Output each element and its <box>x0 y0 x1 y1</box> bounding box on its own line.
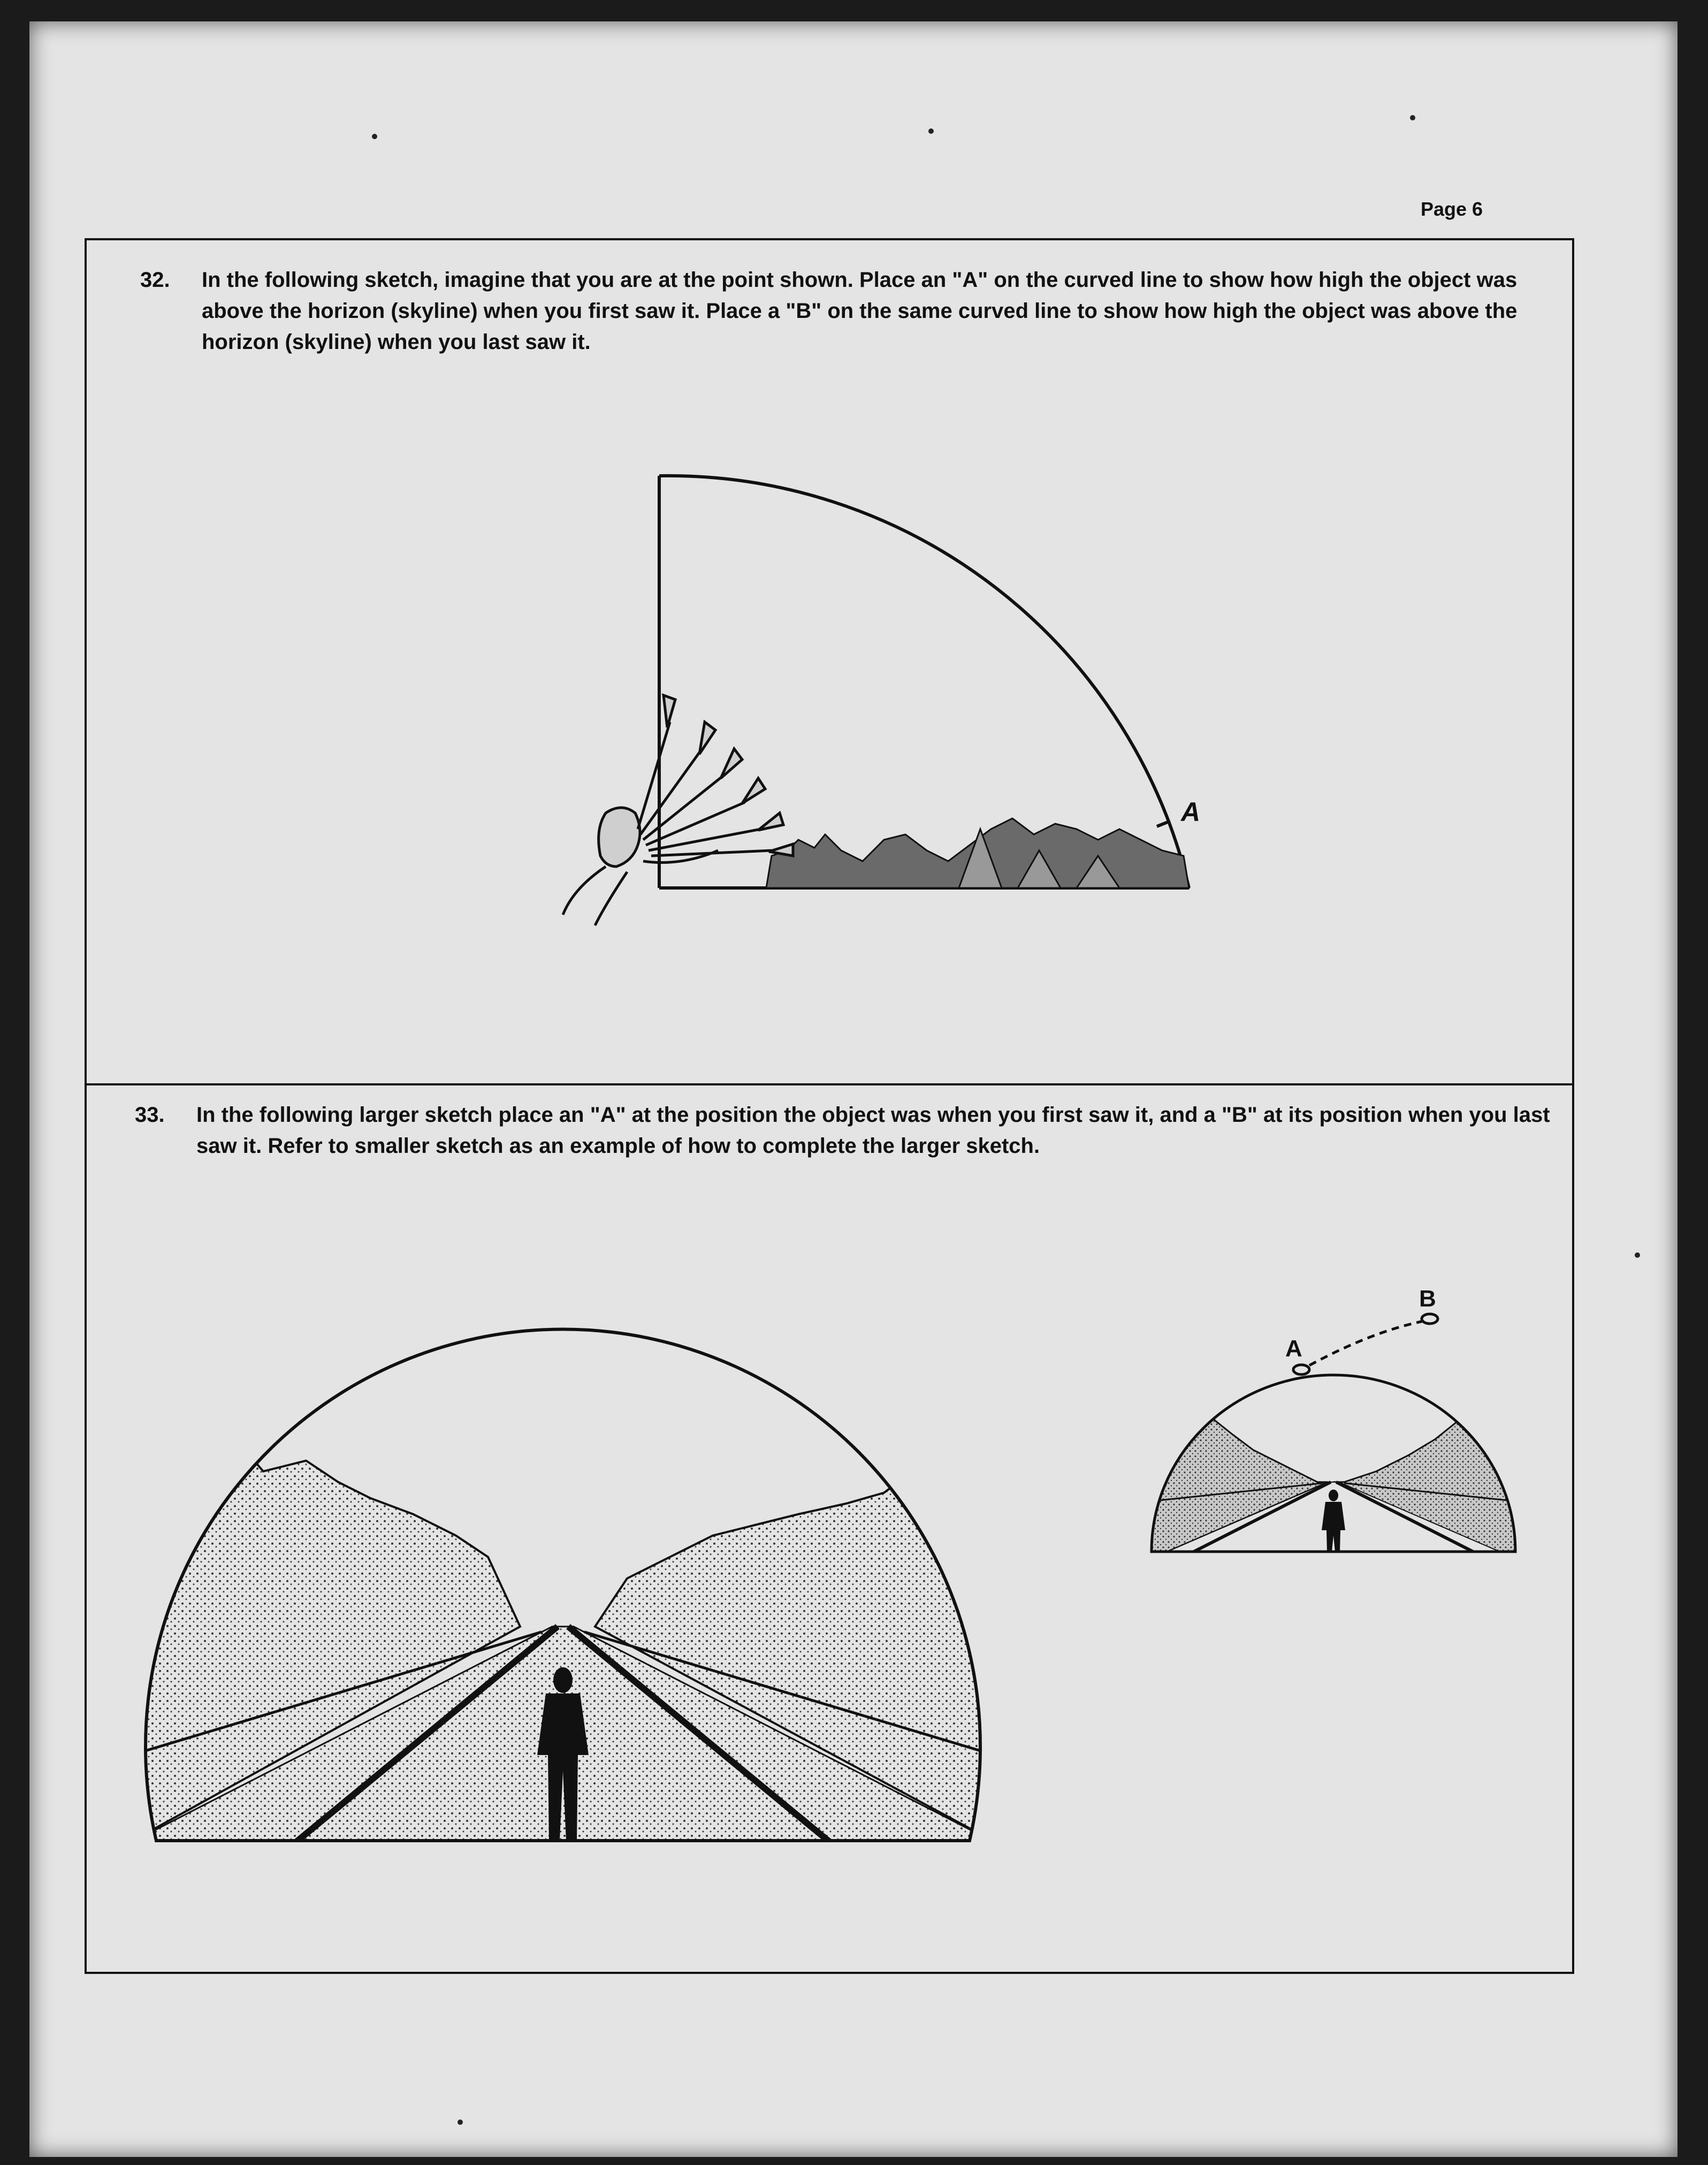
scan-speck <box>458 2120 463 2125</box>
person-pointing-icon <box>563 695 793 925</box>
question-33 <box>135 1099 1569 1161</box>
question-32 <box>140 264 1531 358</box>
question-number: 33. <box>135 1103 165 1127</box>
example-street-sketch <box>1130 1268 1537 1568</box>
scan-speck <box>372 134 377 139</box>
scan-speck <box>928 128 934 134</box>
elevation-quadrant-sketch <box>542 444 1291 1070</box>
section-divider <box>87 1083 1572 1085</box>
questionnaire-box <box>85 238 1574 1974</box>
flight-path <box>1309 1321 1422 1365</box>
skyline-trees-icon <box>766 818 1189 888</box>
position-a-marker <box>1293 1365 1309 1374</box>
document-page <box>29 21 1678 2157</box>
label-a: A <box>1285 1335 1302 1362</box>
question-text: In the following larger sketch place an "A" at the position the object was when you first saw it, and a "B" at its position when you last saw it. Refer to smaller sketch as an example of how to complete the larger sketch. <box>196 1103 1550 1158</box>
question-number: 32. <box>140 268 170 292</box>
position-b-marker <box>1422 1314 1438 1324</box>
label-b: B <box>1419 1286 1436 1312</box>
large-street-sketch <box>113 1257 1012 1851</box>
handwritten-mark-a: A <box>1181 797 1201 827</box>
scan-speck <box>1410 115 1415 120</box>
question-text: In the following sketch, imagine that you are at the point shown. Place an "A" on the curved line to show how high the object was above the horizon (skyline) when you first saw it. Place a "B" on the same curved line to show how high the object was above the horizon (skyline) when you last saw it. <box>202 268 1518 354</box>
elevation-arc <box>659 476 1189 888</box>
scan-speck <box>1635 1252 1640 1258</box>
page-number: Page 6 <box>1421 198 1483 220</box>
